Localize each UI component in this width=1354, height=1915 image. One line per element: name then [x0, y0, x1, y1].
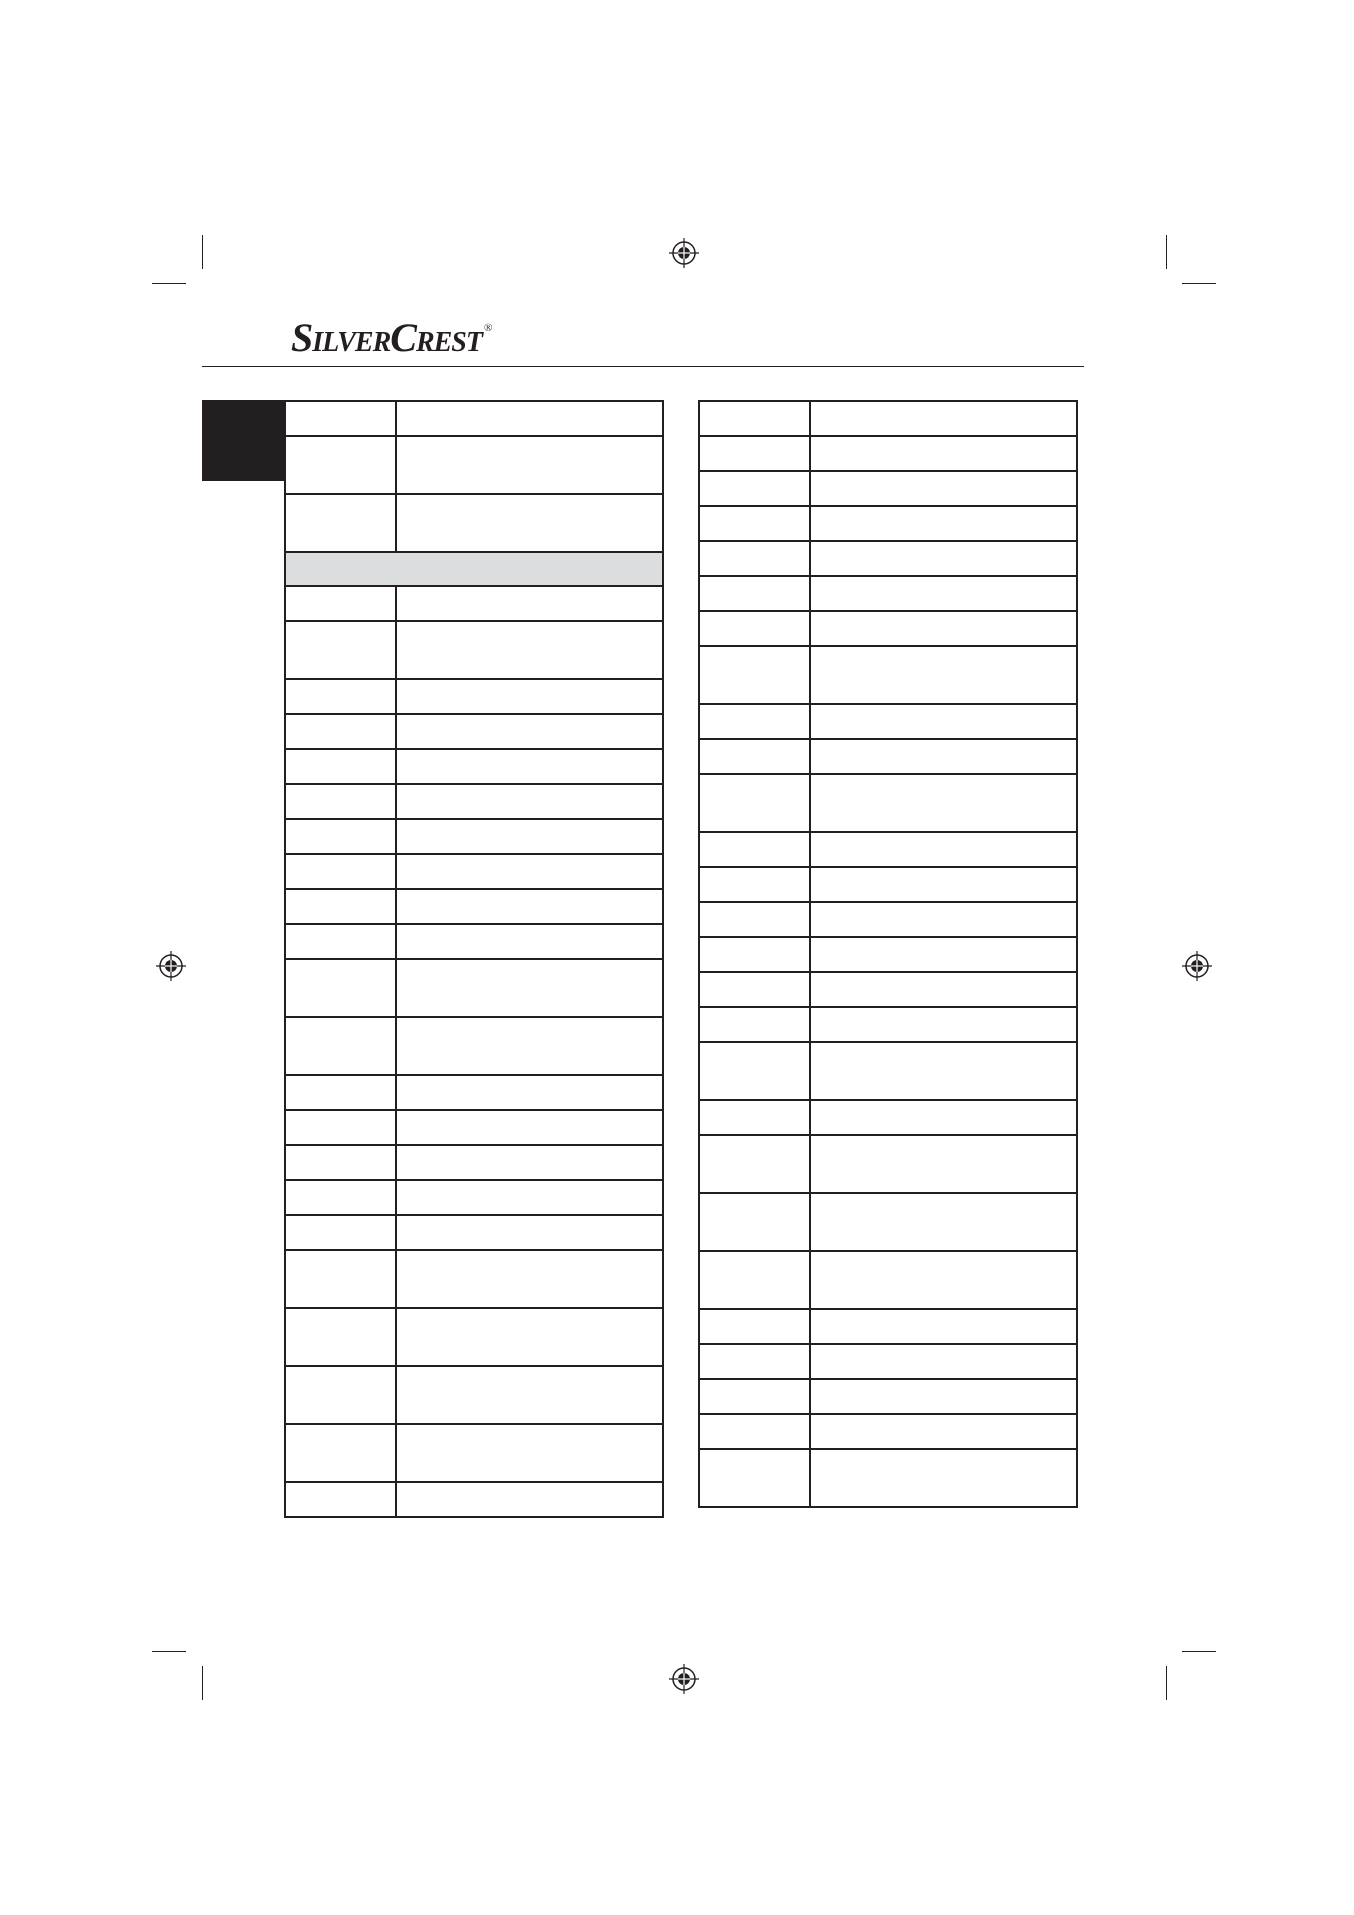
description-cell: [396, 401, 663, 436]
term-cell: [285, 1017, 396, 1075]
description-cell: [810, 1193, 1077, 1251]
description-cell: [396, 889, 663, 924]
table-row: [699, 1309, 1077, 1344]
term-cell: [285, 1366, 396, 1424]
header-rule: [202, 366, 1084, 367]
term-cell: [285, 854, 396, 889]
description-cell: [396, 854, 663, 889]
table-row: [285, 1180, 663, 1215]
table-row: [699, 611, 1077, 646]
description-cell: [396, 1215, 663, 1250]
term-cell: [285, 1180, 396, 1215]
table-row: [285, 436, 663, 494]
table-row: [285, 959, 663, 1017]
term-cell: [285, 1145, 396, 1180]
term-cell: [285, 621, 396, 679]
term-cell: [699, 739, 810, 774]
description-cell: [810, 436, 1077, 471]
term-cell: [285, 924, 396, 959]
description-cell: [810, 972, 1077, 1007]
term-cell: [699, 832, 810, 867]
registration-target-icon: [669, 1664, 699, 1694]
table-row: [699, 1135, 1077, 1193]
term-cell: [699, 1379, 810, 1414]
table-row: [285, 854, 663, 889]
description-cell: [396, 1366, 663, 1424]
table-row: [699, 1379, 1077, 1414]
description-cell: [810, 1309, 1077, 1344]
term-cell: [285, 1308, 396, 1366]
description-cell: [396, 1017, 663, 1075]
table-row: [699, 867, 1077, 902]
description-cell: [396, 784, 663, 819]
crop-mark-bottom-right-vertical: [1166, 1666, 1167, 1700]
description-cell: [396, 679, 663, 714]
table-row: [699, 704, 1077, 739]
table-row: [699, 937, 1077, 972]
table-row: [285, 1017, 663, 1075]
table-row: [285, 784, 663, 819]
table-row: [285, 1308, 663, 1366]
description-cell: [396, 494, 663, 552]
term-cell: [699, 1100, 810, 1135]
table-row: [699, 471, 1077, 506]
term-cell: [699, 937, 810, 972]
term-cell: [285, 436, 396, 494]
term-cell: [699, 471, 810, 506]
term-cell: [285, 959, 396, 1017]
description-cell: [810, 611, 1077, 646]
term-cell: [285, 1424, 396, 1482]
table-row: [285, 1366, 663, 1424]
term-cell: [285, 494, 396, 552]
term-cell: [285, 889, 396, 924]
term-cell: [285, 1215, 396, 1250]
term-cell: [699, 1309, 810, 1344]
description-cell: [810, 902, 1077, 937]
description-cell: [396, 1075, 663, 1110]
table-row: [285, 1424, 663, 1482]
registered-trademark-symbol: ®: [483, 322, 492, 334]
crop-mark-bottom-left-horizontal: [152, 1651, 186, 1652]
term-cell: [285, 749, 396, 784]
description-cell: [810, 1100, 1077, 1135]
table-row: [285, 924, 663, 959]
table-row: [285, 586, 663, 621]
table-row: [285, 494, 663, 552]
description-cell: [810, 704, 1077, 739]
description-cell: [396, 1145, 663, 1180]
table-row: [699, 902, 1077, 937]
section-cell: [285, 552, 663, 586]
table-row: [285, 1110, 663, 1145]
crop-mark-top-left-vertical: [202, 235, 203, 269]
term-cell: [285, 784, 396, 819]
description-cell: [396, 749, 663, 784]
description-cell: [396, 621, 663, 679]
table-row: [699, 646, 1077, 704]
term-cell: [285, 714, 396, 749]
table-row: [699, 506, 1077, 541]
table-row: [699, 401, 1077, 436]
term-cell: [699, 541, 810, 576]
term-cell: [699, 1007, 810, 1042]
description-cell: [396, 1250, 663, 1308]
term-cell: [699, 972, 810, 1007]
description-cell: [396, 1180, 663, 1215]
description-cell: [396, 819, 663, 854]
registration-target-icon: [156, 951, 186, 981]
table-row: [699, 1449, 1077, 1507]
description-cell: [810, 1379, 1077, 1414]
table-row: [285, 749, 663, 784]
term-cell: [699, 1449, 810, 1507]
registration-target-icon: [1182, 951, 1212, 981]
description-cell: [810, 1042, 1077, 1100]
description-cell: [396, 959, 663, 1017]
table-row: [699, 1100, 1077, 1135]
table-row: [699, 1193, 1077, 1251]
table-row: [699, 972, 1077, 1007]
term-cell: [699, 611, 810, 646]
description-cell: [810, 506, 1077, 541]
crop-mark-top-right-horizontal: [1182, 283, 1216, 284]
description-cell: [396, 714, 663, 749]
description-cell: [396, 1424, 663, 1482]
table-row: [699, 1414, 1077, 1449]
term-cell: [699, 1193, 810, 1251]
description-cell: [810, 1251, 1077, 1309]
description-cell: [810, 739, 1077, 774]
table-row: [699, 1251, 1077, 1309]
table-row: [285, 1215, 663, 1250]
brand-letters-ilver: ILVER: [312, 327, 391, 358]
registration-target-icon: [669, 238, 699, 268]
term-cell: [699, 867, 810, 902]
table-row: [699, 541, 1077, 576]
table-row: [699, 832, 1077, 867]
term-cell: [285, 1482, 396, 1517]
description-cell: [396, 436, 663, 494]
term-cell: [699, 1042, 810, 1100]
brand-letter-c: C: [390, 315, 416, 360]
description-cell: [810, 576, 1077, 611]
term-cell: [699, 506, 810, 541]
crop-mark-bottom-left-vertical: [202, 1666, 203, 1700]
crop-mark-bottom-right-horizontal: [1182, 1651, 1216, 1652]
crop-mark-top-right-vertical: [1166, 235, 1167, 269]
term-cell: [699, 646, 810, 704]
description-cell: [396, 1482, 663, 1517]
term-cell: [699, 436, 810, 471]
description-cell: [810, 1449, 1077, 1507]
table-section-row: [285, 552, 663, 586]
term-cell: [699, 401, 810, 436]
description-cell: [810, 1344, 1077, 1379]
table-row: [699, 774, 1077, 832]
table-left: [284, 400, 664, 1518]
term-cell: [285, 401, 396, 436]
table-row: [285, 621, 663, 679]
table-row: [699, 1042, 1077, 1100]
table-row: [699, 1007, 1077, 1042]
brand-logo: [291, 314, 491, 358]
language-tab: [202, 400, 284, 481]
table-row: [285, 1482, 663, 1517]
description-cell: [810, 832, 1077, 867]
description-cell: [810, 646, 1077, 704]
term-cell: [285, 819, 396, 854]
brand-letter-s: S: [291, 315, 313, 360]
term-cell: [699, 902, 810, 937]
term-cell: [285, 1250, 396, 1308]
brand-letters-rest: REST: [415, 327, 482, 358]
description-cell: [810, 1007, 1077, 1042]
table-row: [285, 1250, 663, 1308]
table-row: [699, 1344, 1077, 1379]
description-cell: [810, 401, 1077, 436]
term-cell: [699, 1135, 810, 1193]
description-cell: [396, 586, 663, 621]
table-right: [698, 400, 1078, 1508]
description-cell: [810, 1135, 1077, 1193]
description-cell: [810, 774, 1077, 832]
crop-mark-top-left-horizontal: [152, 283, 186, 284]
term-cell: [699, 774, 810, 832]
description-cell: [396, 1110, 663, 1145]
description-cell: [810, 541, 1077, 576]
description-cell: [810, 1414, 1077, 1449]
table-row: [699, 739, 1077, 774]
term-cell: [285, 1110, 396, 1145]
description-cell: [396, 924, 663, 959]
description-cell: [810, 937, 1077, 972]
term-cell: [699, 1414, 810, 1449]
term-cell: [699, 1251, 810, 1309]
term-cell: [699, 704, 810, 739]
term-cell: [285, 1075, 396, 1110]
table-row: [285, 401, 663, 436]
table-row: [699, 436, 1077, 471]
table-row: [699, 576, 1077, 611]
description-cell: [396, 1308, 663, 1366]
term-cell: [285, 679, 396, 714]
table-row: [285, 1145, 663, 1180]
table-row: [285, 679, 663, 714]
term-cell: [285, 586, 396, 621]
term-cell: [699, 576, 810, 611]
description-cell: [810, 867, 1077, 902]
table-row: [285, 1075, 663, 1110]
description-cell: [810, 471, 1077, 506]
term-cell: [699, 1344, 810, 1379]
table-row: [285, 819, 663, 854]
table-row: [285, 889, 663, 924]
table-row: [285, 714, 663, 749]
